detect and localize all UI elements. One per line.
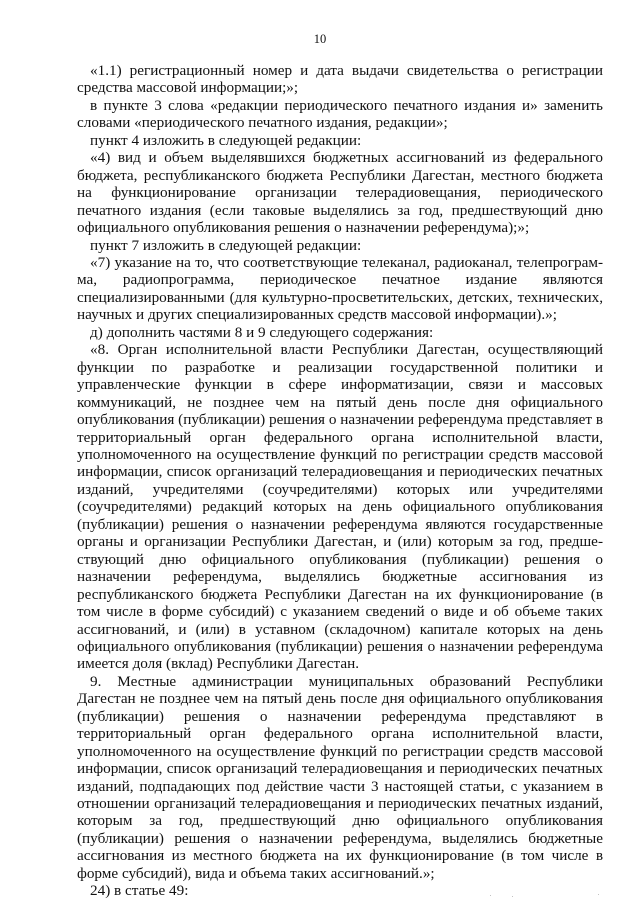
paragraph-part-9: 9. Местные администрации муниципальных образований Республики Дагестан не позднее чем на пятый день после дня официального опубликования (публикации) решения о назначении референдума представляют в территориальный орган федерального органа исполнительной власти, уполномоченного на осуществление функций по регистрации средств массовой информации, список организаций телерадиовещания и периодических печатных изданий, подпадающих под действие части 3 настоящей статьи, с указанием в отношении организаций телерадиовещания и периодических печатных изданий, которым за год, предшествующий дню официального опубликования (публикации) решения о назначении референдума, выделялись бюджетные ассигнования из местного бюджета на их функционирование (в том числе в форме субсидий), вида и объема таких ассигнований.»; [77, 672, 603, 882]
paragraph-point-7-text: «7) указание на то, что соответствующие телеканал, радиоканал, телепрограмма, радиопрограмма, периодическое печатное издание являются специализированными (для культурно-просветительских, детских, технических, научных и других специализированных средств массовой информации).»; [77, 253, 603, 324]
scan-speck [598, 894, 599, 895]
paragraph-point-7-intro: пункт 7 изложить в следующей редакции: [90, 236, 362, 254]
paragraph-point-4-intro: пункт 4 изложить в следующей редакции: [90, 131, 362, 149]
scan-speck [512, 896, 513, 897]
document-body [77, 62, 603, 900]
paragraph-sub-d-intro: д) дополнить частями 8 и 9 следующего содержания: [90, 323, 434, 341]
paragraph-item-24: 24) в статье 49: [90, 882, 189, 900]
paragraph-point-3-amendment: в пункте 3 слова «редакции периодического печатного издания и» заменить словами «периодического печатного издания, редакции»; [77, 96, 603, 132]
paragraph-part-8: «8. Орган исполнительной власти Республики Дагестан, осуществляющий функции по разработке и реализации государственной политики и управленческие функции в сфере информатизации, связи и массовых коммуникаций, не позднее чем на пятый день после дня официального опубликования (публикации) решения о назначении референдума представляет в территориальный орган федерального органа исполнительной власти, уполномоченного на осуществление функций по регистрации средств массовой информации, список организаций телерадиовещания и периодических печатных изданий, учредителями (соучредителями) которых или учредителями (соучредителями) редакций которых на день официального опубликования (публикации) решения о назначении референдума являются государственные органы и организации Республики Дагестан, и (или) которым за год, предшествующий дню официального опубликования (публикации) решения о назначении референдума, выделялись бюджетные ассигнования из республиканского бюджета Республики Дагестан на их функционирование (в том числе в форме субсидий) с указанием сведений о виде и об объеме таких ассигнований, и (или) в уставном (складочном) капитале которых на день официального опубликования (публикации) решения о назначении референдума имеется доля (вклад) Республики Дагестан. [77, 341, 603, 673]
scan-speck [490, 895, 491, 896]
page-number: 10 [313, 32, 327, 46]
paragraph-point-4-text: «4) вид и объем выделявшихся бюджетных ассигнований из федерального бюджета, республиканского бюджета Республики Дагестан, местного бюджета на функционирование организации телерадиовещания, периодического печатного издания (если таковые выделялись за год, предшествующий дню официального опубликования решения о назначении референдума);»; [77, 149, 603, 237]
paragraph-1-1-item: «1.1) регистрационный номер и дата выдачи свидетельства о регистрации средства массовой информации;»; [77, 62, 603, 97]
